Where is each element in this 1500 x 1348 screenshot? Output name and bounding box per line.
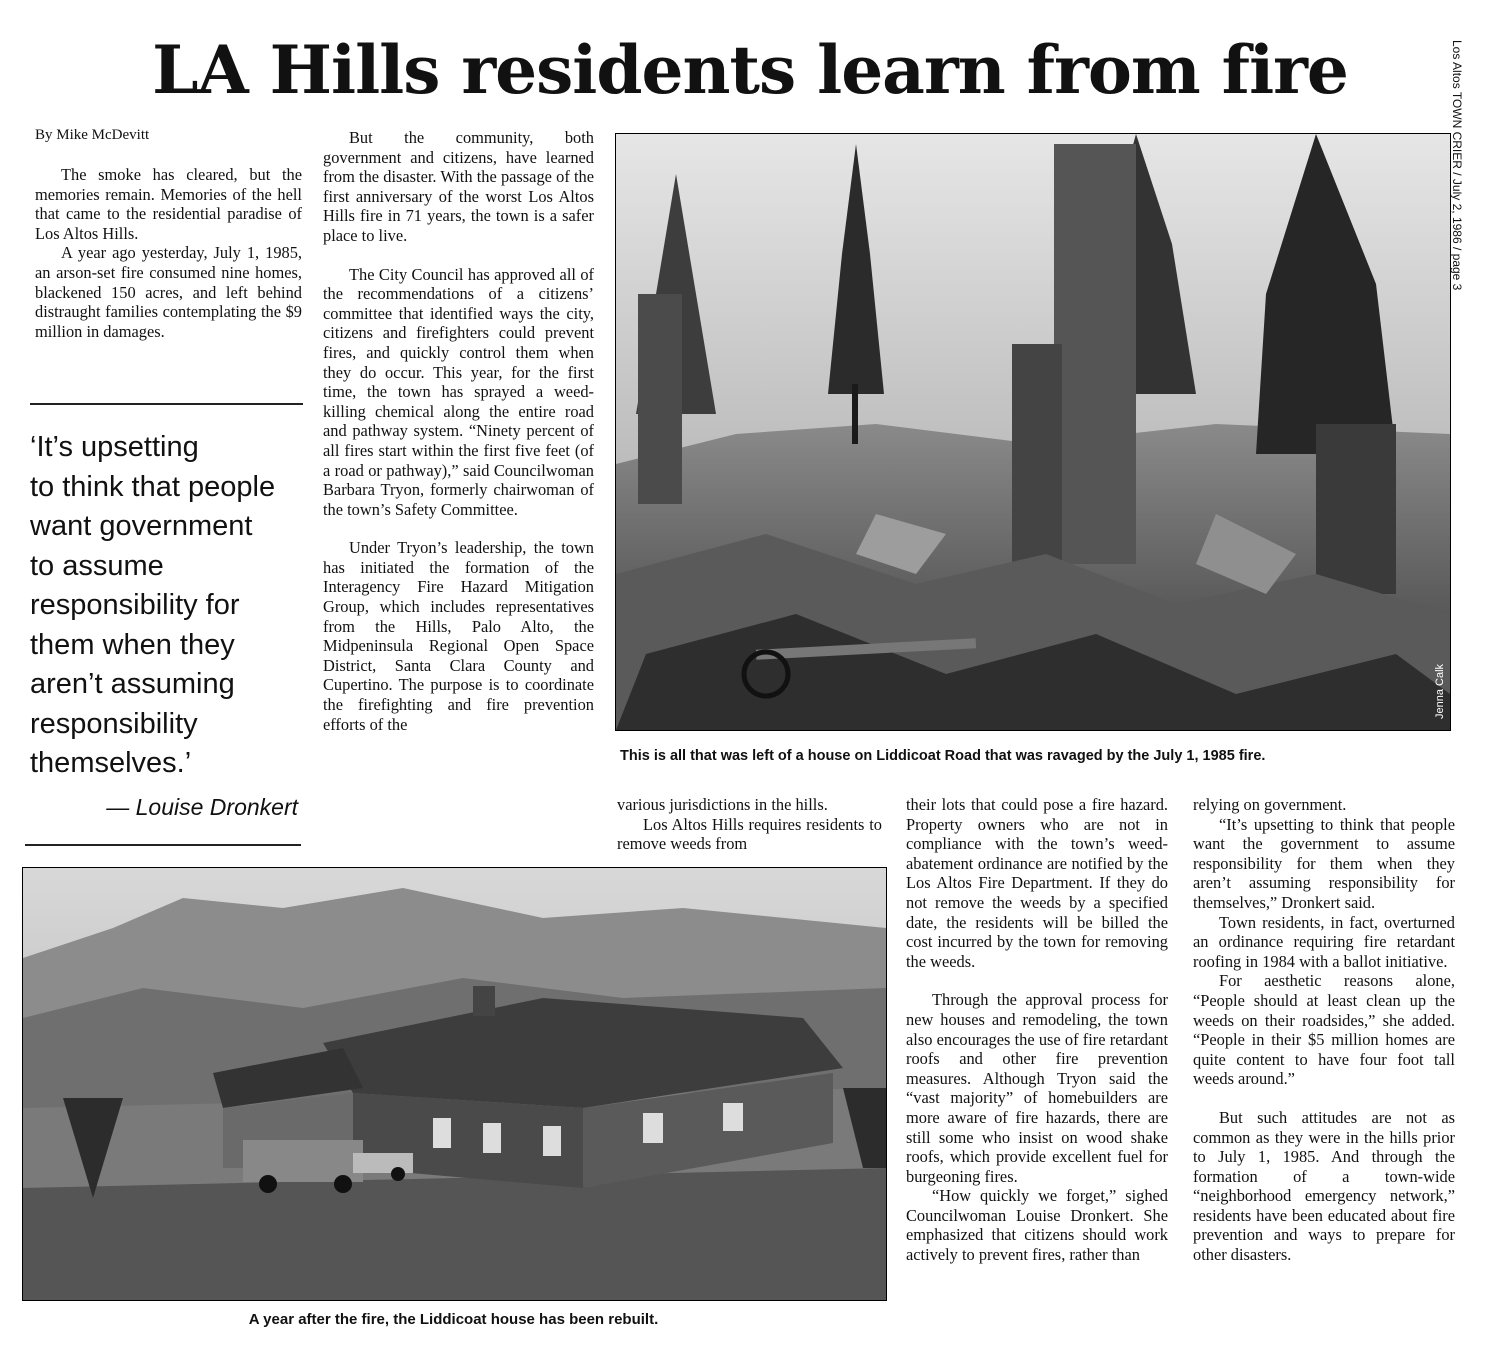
paragraph: “It’s upsetting to think that people want the government to assume responsibility for them when they aren’t assuming responsibility for themselves,” Dronkert said. <box>1193 814 1455 912</box>
paragraph: their lots that could pose a fire hazard. Property owners who are not in compliance with the town’s weed-abatement ordinance are notified by the Los Altos Fire Department. If they do not remove the weeds by a specified date, the residents will be billed the cost incurred by the town for removing the weeds. <box>906 795 1168 971</box>
paragraph: Through the approval process for new houses and remodeling, the town also encourages the use of fire retardant roofs and other fire prevention measures. Although Tryon said the “vast majority” of homebuilders are more aware of fire hazards, there are still some who insist on wood shake roofs, which provide excellent fuel for burgeoning fires. <box>906 990 1168 1186</box>
byline: By Mike McDevitt <box>35 127 150 143</box>
paragraph: But the community, both government and citizens, have learned from the disaster. With the passage of the first anniversary of the worst Los Altos Hills fire in 71 years, the town is a safer place to live. <box>323 128 594 245</box>
paragraph: A year ago yesterday, July 1, 1985, an arson-set fire consumed nine homes, blackened 150 acres, and left behind distraught families contemplating the $9 million in damages. <box>35 243 302 341</box>
pull-quote-line: to think that people <box>30 470 276 503</box>
paragraph: The City Council has approved all of the recommendations of a citizens’ committee that identified ways the city, citizens and firefighters could prevent fires, and quickly control them when they do occur. This year, for the first time, the town has sprayed a weed-killing chemical along the entire road and pathway system. “Ninety percent of all fires start within the first five feet (of a road or pathway),” said Councilwoman Barbara Tryon, formerly chairwoman of the town’s Safety Committee. <box>323 264 594 519</box>
pull-quote-line: responsibility <box>30 707 198 740</box>
divider <box>25 844 301 846</box>
paragraph: Under Tryon’s leadership, the town has initiated the formation of the Interagency Fire Hazard Mitigation Group, which includes representatives from the Hills, Palo Alto, the Midpeninsula Regional Open Space District, Santa Clara County and Cupertino. The purpose is to coordinate the firefighting and fire prevention efforts of the <box>323 538 594 734</box>
paragraph: The smoke has cleared, but the memories remain. Memories of the hell that came to the residential paradise of Los Altos Hills. <box>35 165 302 243</box>
pull-quote <box>30 428 305 784</box>
paragraph: “How quickly we forget,” sighed Councilwoman Louise Dronkert. She emphasized that citizens should work actively to prevent fires, rather than <box>906 1186 1168 1265</box>
pull-quote-line: to assume <box>30 549 164 582</box>
pull-quote-attribution: — Louise Dronkert <box>106 794 298 820</box>
rebuilt-house-image <box>23 868 886 1300</box>
pull-quote-line: aren’t assuming <box>30 668 235 700</box>
fire-ruins-image <box>616 134 1450 730</box>
column-3 <box>617 795 882 854</box>
pull-quote-line: responsibility for <box>30 589 240 621</box>
column-1 <box>35 165 302 341</box>
divider <box>30 403 303 405</box>
folio-text: Los Altos TOWN CRIER / July 2, 1986 / page 3 <box>1450 40 1464 291</box>
headline: LA Hills residents learn from fire <box>152 31 1348 109</box>
paragraph: Town residents, in fact, overturned an ordinance requiring fire retardant roofing in 1984 with a ballot initiative. <box>1193 912 1455 971</box>
rebuilt-house-photo <box>22 867 887 1301</box>
photo-credit: Jenna Calk <box>1434 663 1446 719</box>
pull-quote-line: ‘It’s upsetting <box>30 431 199 463</box>
pull-quote-line: them when they <box>30 628 235 661</box>
fire-ruins-photo <box>615 133 1451 731</box>
fire-ruins-caption: This is all that was left of a house on Liddicoat Road that was ravaged by the July 1, 1985 fire. <box>620 748 1266 764</box>
pull-quote-line: want government <box>30 510 253 542</box>
column-5 <box>1193 795 1455 1265</box>
paragraph: various jurisdictions in the hills. <box>617 795 828 814</box>
rebuilt-house-caption: A year after the fire, the Liddicoat house has been rebuilt. <box>248 1311 659 1328</box>
column-2 <box>323 128 594 850</box>
column-4 <box>906 795 1168 1265</box>
paragraph: For aesthetic reasons alone, “People should at least clean up the weeds on their roadsides,” she added. “People in their $5 million homes are quite content to have four foot tall weeds around.” <box>1193 971 1455 1089</box>
paragraph: relying on government. <box>1193 795 1347 814</box>
pull-quote-line: themselves.’ <box>30 747 192 779</box>
paragraph: But such attitudes are not as common as they were in the hills prior to July 1, 1985. And through the formation of a town-wide “neighborhood emergency network,” residents have been educated about fire prevention and ways to prepare for other disasters. <box>1193 1107 1455 1265</box>
paragraph: Los Altos Hills requires residents to remove weeds from <box>617 814 882 854</box>
